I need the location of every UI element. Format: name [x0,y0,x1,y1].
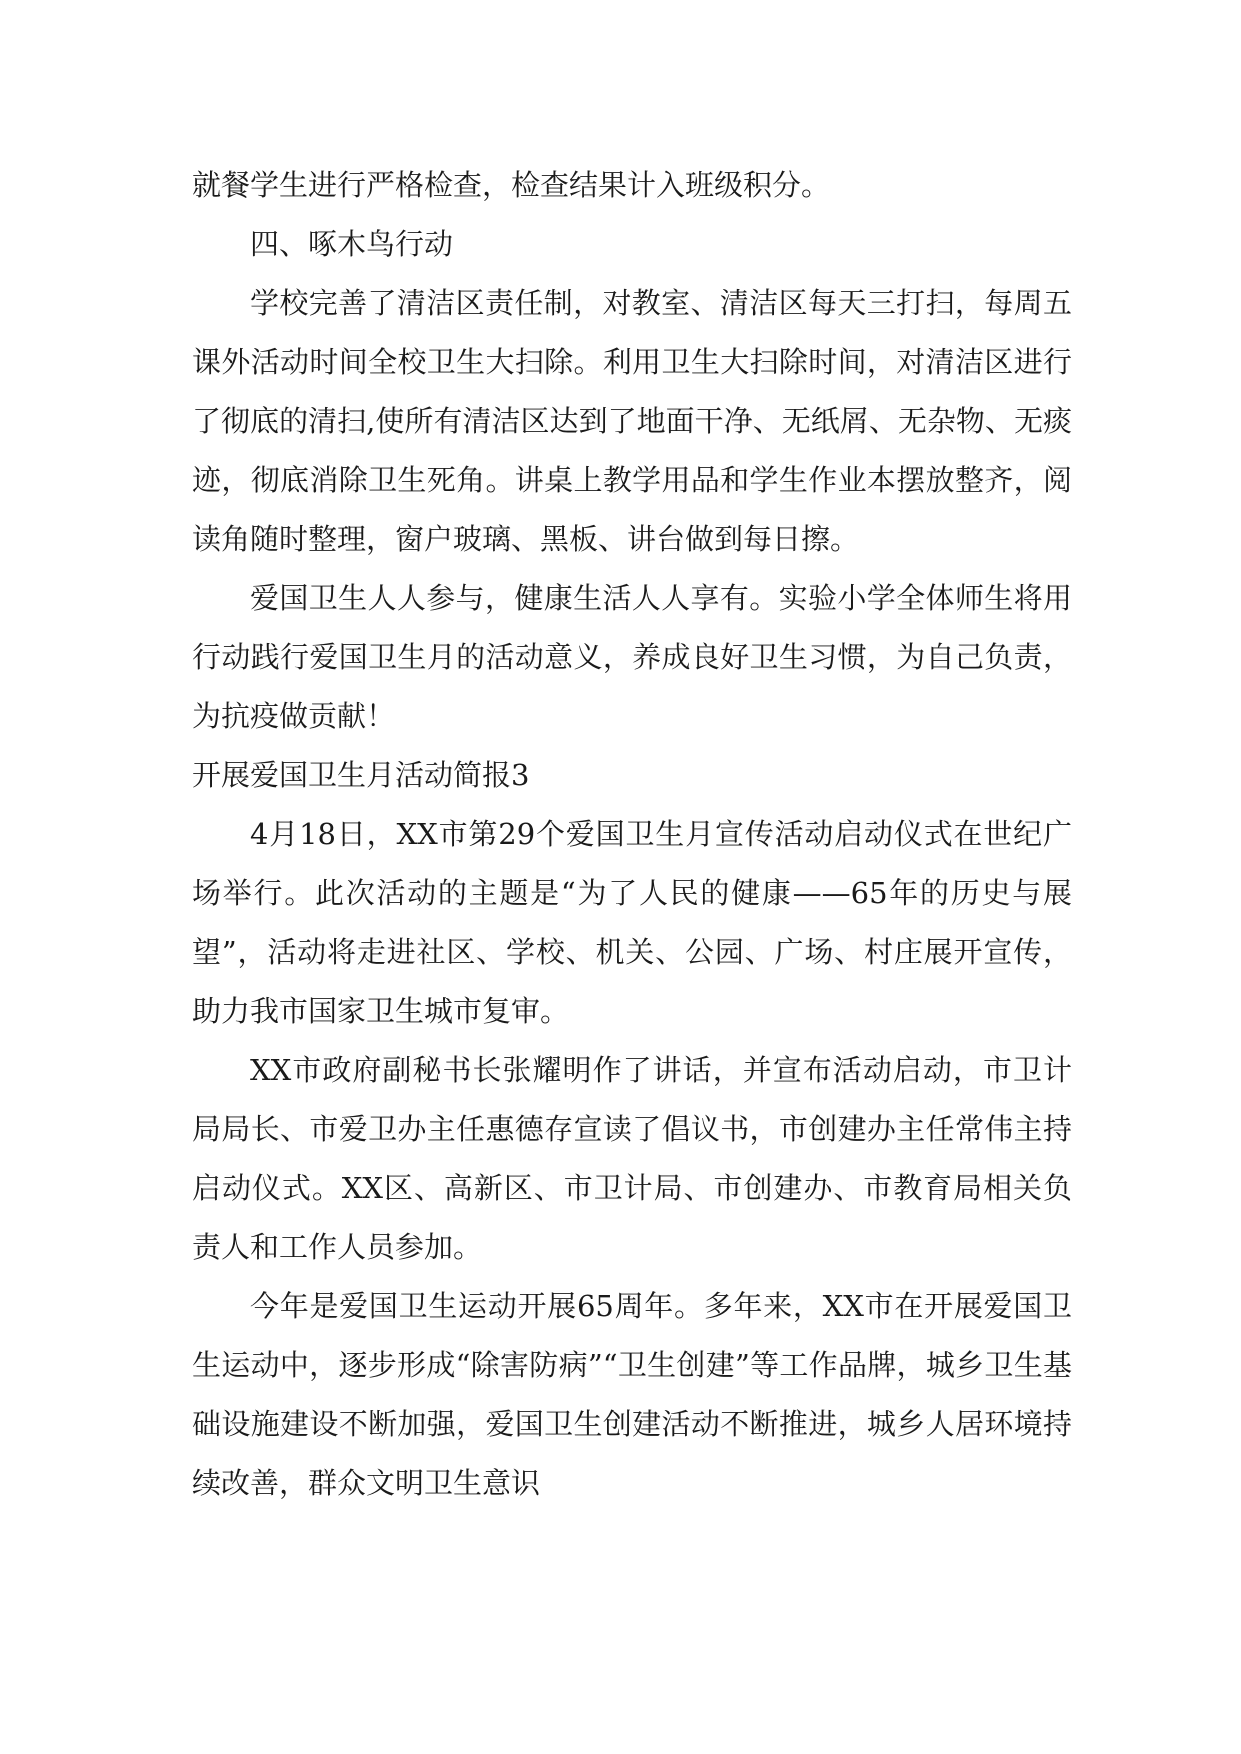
document-body [192,156,1072,1513]
paragraph-woodpecker-action: 学校完善了清洁区责任制，对教室、清洁区每天三打扫，每周五课外活动时间全校卫生大扫除。利用卫生大扫除时间，对清洁区进行了彻底的清扫,使所有清洁区达到了地面干净、无纸屑、无杂物、无痰迹，彻底消除卫生死角。讲桌上教学用品和学生作业本摆放整齐，阅读角随时整理，窗户玻璃、黑板、讲台做到每日擦。 [192,286,1072,556]
paragraph-officials: XX市政府副秘书长张耀明作了讲话，并宣布活动启动，市卫计局局长、市爱卫办主任惠德存宣读了倡议书，市创建办主任常伟主持启动仪式。XX区、高新区、市卫计局、市创建办、市教育局相关负责人和工作人员参加。 [192,1053,1072,1264]
paragraph-anniversary: 今年是爱国卫生运动开展65周年。多年来，XX市在开展爱国卫生运动中，逐步形成“除害防病”“卫生创建”等工作品牌，城乡卫生基础设施建设不断加强，爱国卫生创建活动不断推进，城乡人居环境持续改善，群众文明卫生意识 [192,1289,1072,1500]
section-subheading: 四、啄木鸟行动 [250,227,454,261]
paragraph-conclusion: 爱国卫生人人参与，健康生活人人享有。实验小学全体师生将用行动践行爱国卫生月的活动意义，养成良好卫生习惯，为自己负责，为抗疫做贡献！ [192,581,1072,733]
paragraph-continued: 就餐学生进行严格检查，检查结果计入班级积分。 [192,168,831,202]
briefing-heading: 开展爱国卫生月活动简报3 [192,758,530,792]
paragraph-launch-ceremony: 4月18日，XX市第29个爱国卫生月宣传活动启动仪式在世纪广场举行。此次活动的主题是“为了人民的健康——65年的历史与展望”，活动将走进社区、学校、机关、公园、广场、村庄展开宣传，助力我市国家卫生城市复审。 [192,817,1072,1028]
